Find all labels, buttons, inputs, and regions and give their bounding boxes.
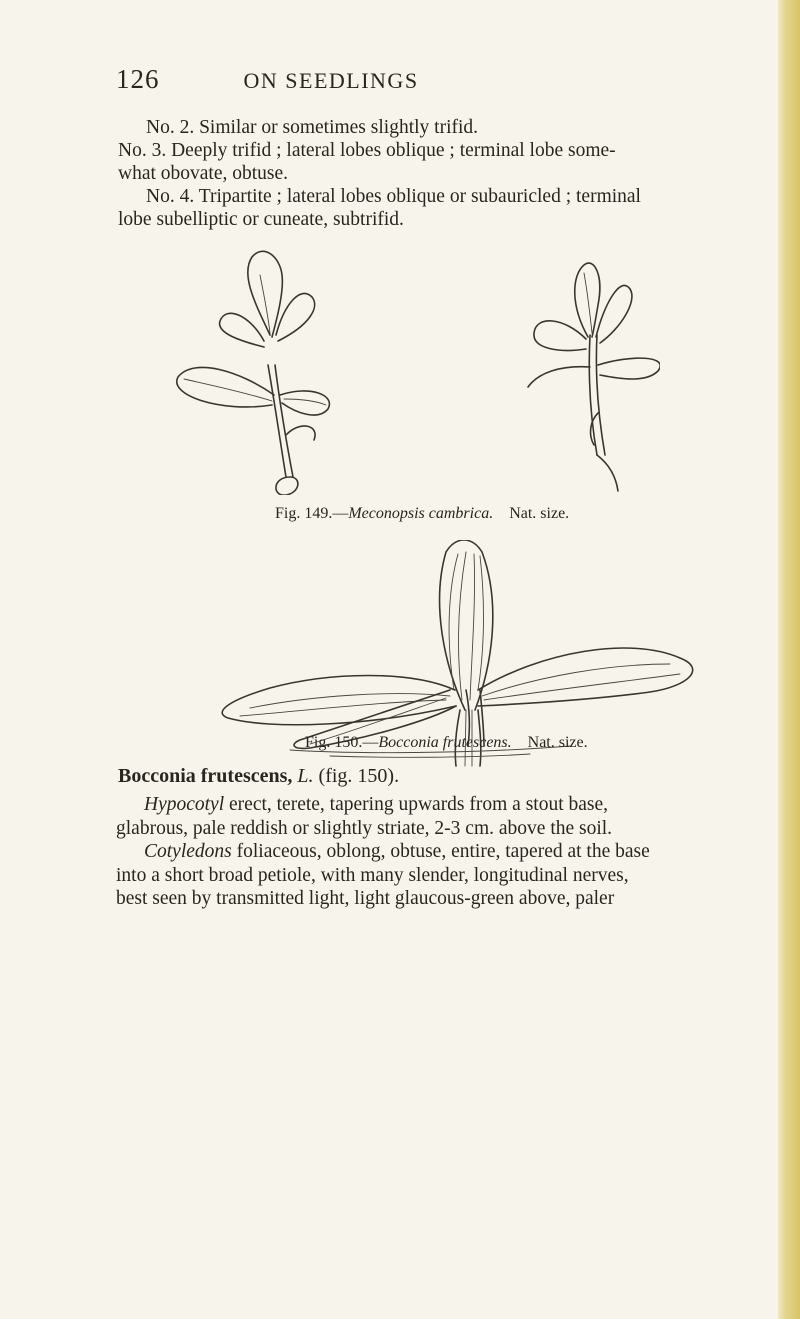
figure-150-title: Bocconia frutescens. [378,734,512,751]
figure-149-size: Nat. size. [509,505,570,522]
description-line-5: best seen by transmitted light, light glaucous-green above, paler [116,888,615,909]
species-description [116,793,676,911]
description-line-1 [116,793,676,817]
page-header [116,64,656,98]
description-line-3 [116,840,676,864]
term-cotyledons: Cotyledons [144,841,232,862]
description-line-2: glabrous, pale reddish or slightly striate, 2-3 cm. above the soil. [116,817,613,839]
intro-line-1: No. 2. Similar or sometimes slightly trifid. [146,117,479,138]
species-name: Bocconia frutescens, [118,765,293,787]
intro-line-5: lobe subelliptic or cuneate, subtrifid. [118,209,404,230]
figure-149-number: Fig. 149.— [275,505,349,522]
intro-line-3: what obovate, obtuse. [118,163,289,184]
page-edge [778,0,800,1319]
figure-150-caption [305,734,588,752]
seedling-right [528,263,660,491]
species-authority: L. [297,765,314,787]
species-heading [118,765,399,788]
species-figure-ref: (fig. 150). [318,765,400,787]
running-head: ON SEEDLINGS [243,68,419,93]
intro-line-4: No. 4. Tripartite ; lateral lobes oblique or subauricled ; terminal [146,186,641,207]
description-line-4: into a short broad petiole, with many slender, longitudinal nerves, [116,864,629,886]
figure-150-size: Nat. size. [527,734,588,751]
description-line-1-rest: erect, terete, tapering upwards from a stout base, [224,794,609,815]
figure-149-caption [275,505,569,523]
description-line-3-rest: foliaceous, oblong, obtuse, entire, tapered at the base [231,841,650,862]
page-number: 126 [116,64,160,94]
figure-149-title: Meconopsis cambrica. [348,505,494,522]
intro-line-2: No. 3. Deeply trifid ; lateral lobes oblique ; terminal lobe some- [118,140,616,161]
seedling-left [177,251,330,495]
figure-149-illustration [160,245,660,495]
figure-150-number: Fig. 150.— [305,734,379,751]
term-hypocotyl: Hypocotyl [144,794,225,815]
